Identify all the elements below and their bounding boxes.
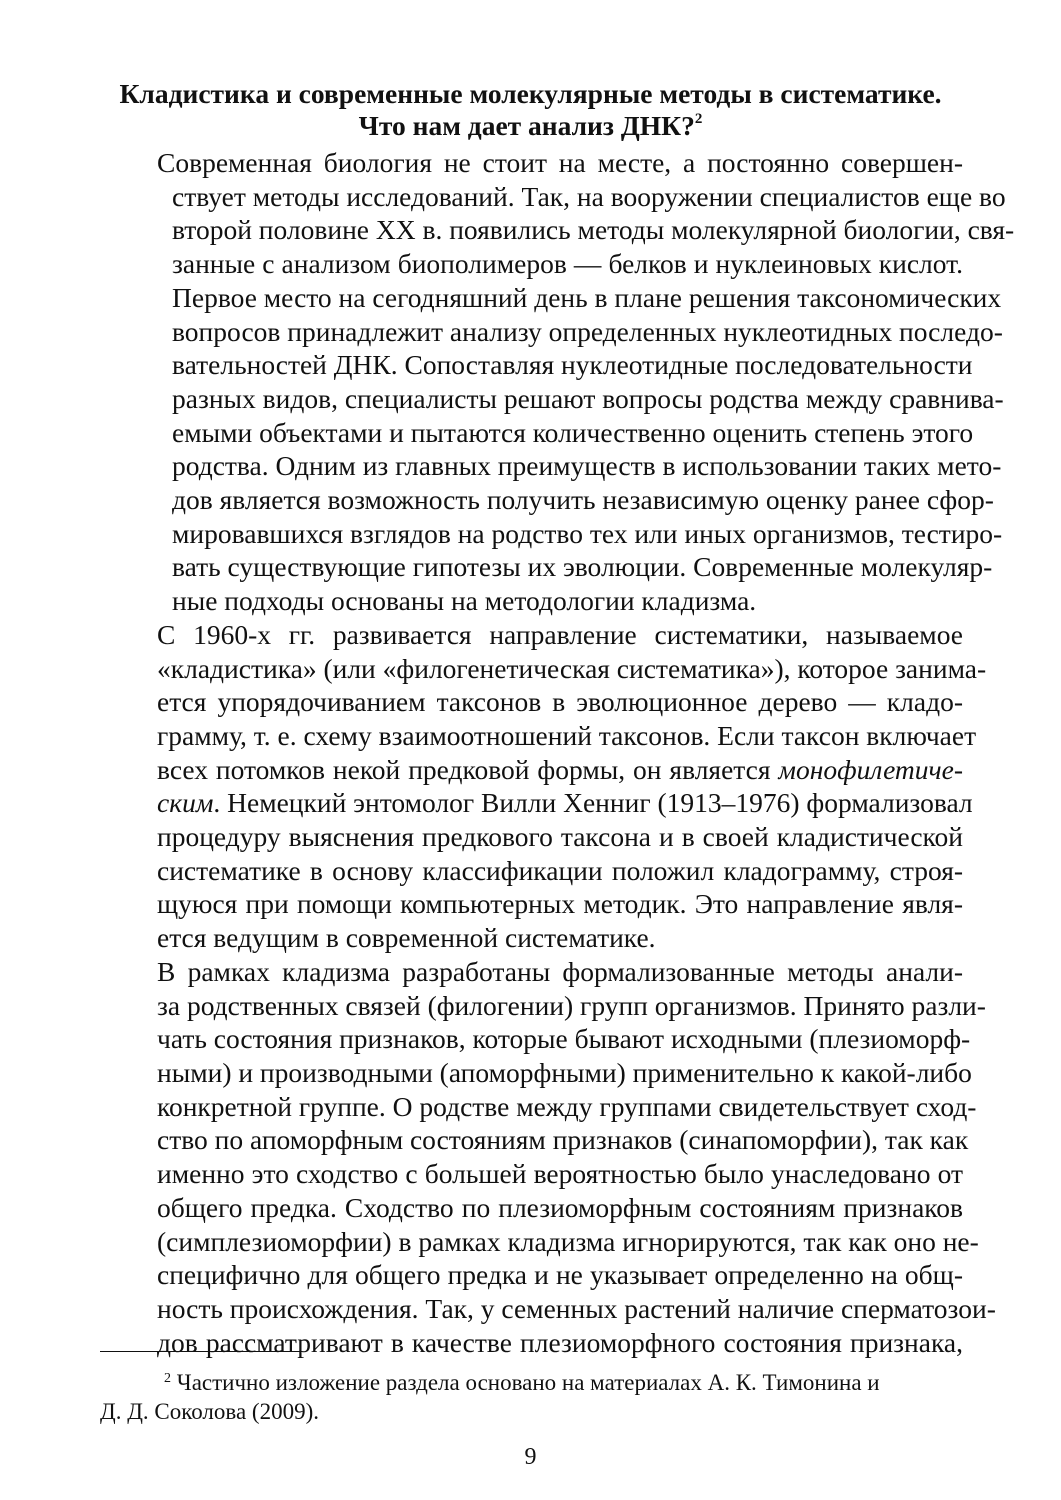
text-line: Первое место на сегодняшний день в плане решения таксономических [172, 281, 1002, 313]
text-line: ется ведущим в современной систематике. [157, 922, 656, 954]
text-line: мировавшихся взглядов на родство тех или иных организмов, тестиро- [172, 517, 1003, 549]
body-text [100, 146, 1015, 1359]
text-line: вательностей ДНК. Сопоставляя нуклеотидные последовательности [172, 349, 973, 381]
text-line: занные с анализом биополимеров — белков и нуклеиновых кислот. [172, 248, 963, 280]
text-line: «кладистика» (или «филогенетическая систематика»), которое занима- [157, 652, 987, 684]
text-line [100, 786, 973, 820]
section-heading-line-2 [96, 110, 965, 142]
footnote-reference[interactable]: 2 [694, 111, 703, 127]
text-line: В рамках кладизма разработаны формализованные методы анали- [157, 955, 963, 987]
text-line-segment: всех потомков некой предковой формы, он является [157, 753, 779, 785]
text-line: ными) и производными (апоморфными) применительно к какой-либо [157, 1056, 972, 1088]
page-number: 9 [524, 1444, 537, 1470]
text-line: щуюся при помощи компьютерных методик. Это направление явля- [157, 888, 963, 920]
emphasized-term: монофилетиче- [778, 753, 963, 785]
text-line: родства. Одним из главных преимуществ в использовании таких мето- [172, 450, 1002, 482]
text-line: емыми объектами и пытаются количественно оценить степень этого [172, 416, 974, 448]
text-line [100, 753, 963, 787]
text-line: вать существующие гипотезы их эволюции. Современные молекуляр- [172, 551, 993, 583]
text-line: ствует методы исследований. Так, на вооружении специалистов еще во [172, 180, 1006, 212]
text-line: ется упорядочиванием таксонов в эволюционное дерево — кладо- [157, 686, 963, 718]
text-line: именно это сходство с большей вероятностью было унаследовано от [157, 1158, 963, 1190]
footnote-text: Частично изложение раздела основано на материалах А. К. Тимонина и [171, 1370, 880, 1395]
text-line: вопросов принадлежит анализу определенных нуклеотидных последо- [172, 315, 1003, 347]
text-line: специфично для общего предка и не указывает определенно на общ- [157, 1259, 963, 1291]
paragraph-1 [100, 146, 1015, 618]
footnote-line-2: Д. Д. Соколова (2009). [100, 1399, 319, 1424]
text-line: за родственных связей (филогении) групп организмов. Принято разли- [157, 989, 986, 1021]
text-line: ство по апоморфным состояниям признаков (синапоморфии), так как [157, 1124, 969, 1156]
text-line: дов является возможность получить независимую оценку ранее сфор- [172, 484, 994, 516]
text-line: разных видов, специалисты решают вопросы родства между сравнива- [172, 382, 1004, 414]
text-line: Современная биология не стоит на месте, а постоянно совершен- [157, 147, 963, 178]
section-heading-line-2-text: Что нам дает анализ ДНК? [358, 110, 695, 141]
text-line: систематике в основу классификации положил кладограмму, строя- [157, 854, 963, 886]
text-line: ные подходы основаны на методологии кладизма. [172, 585, 757, 617]
text-line: процедуру выяснения предкового таксона и в своей кладистической [157, 821, 963, 853]
text-line: (симплезиоморфии) в рамках кладизма игнорируются, так как оно не- [157, 1225, 979, 1257]
section-heading-line-1: Кладистика и современные молекулярные методы в систематике. [119, 78, 942, 109]
paragraph-2 [100, 618, 987, 955]
text-line: С 1960-х гг. развивается направление систематики, называемое [157, 618, 963, 650]
text-line: общего предка. Сходство по плезиоморфным состояниям признаков [157, 1191, 963, 1223]
emphasized-term: ским [157, 787, 214, 819]
text-line: грамму, т. е. схему взаимоотношений таксонов. Если таксон включает [157, 719, 977, 751]
text-line: второй половине XX в. появились методы молекулярной биологии, свя- [172, 214, 1015, 246]
section-heading [96, 78, 965, 142]
footnote-number: 2 [164, 1371, 171, 1386]
footnote-line-1 [100, 1368, 963, 1397]
text-line: ность происхождения. Так, у семенных растений наличие сперматозои- [157, 1292, 996, 1324]
paragraph-3 [100, 955, 996, 1359]
footnote-separator [100, 1351, 300, 1352]
text-line: чать состояния признаков, которые бывают исходными (плезиоморф- [157, 1023, 971, 1055]
text-line: дов рассматривают в качестве плезиоморфного состояния признака, [157, 1326, 963, 1358]
footnote [100, 1368, 963, 1426]
text-line-segment: . Немецкий энтомолог Вилли Хенниг (1913–1976) формализовал [213, 787, 973, 819]
text-line: конкретной группе. О родстве между группами свидетельствует сход- [157, 1090, 977, 1122]
